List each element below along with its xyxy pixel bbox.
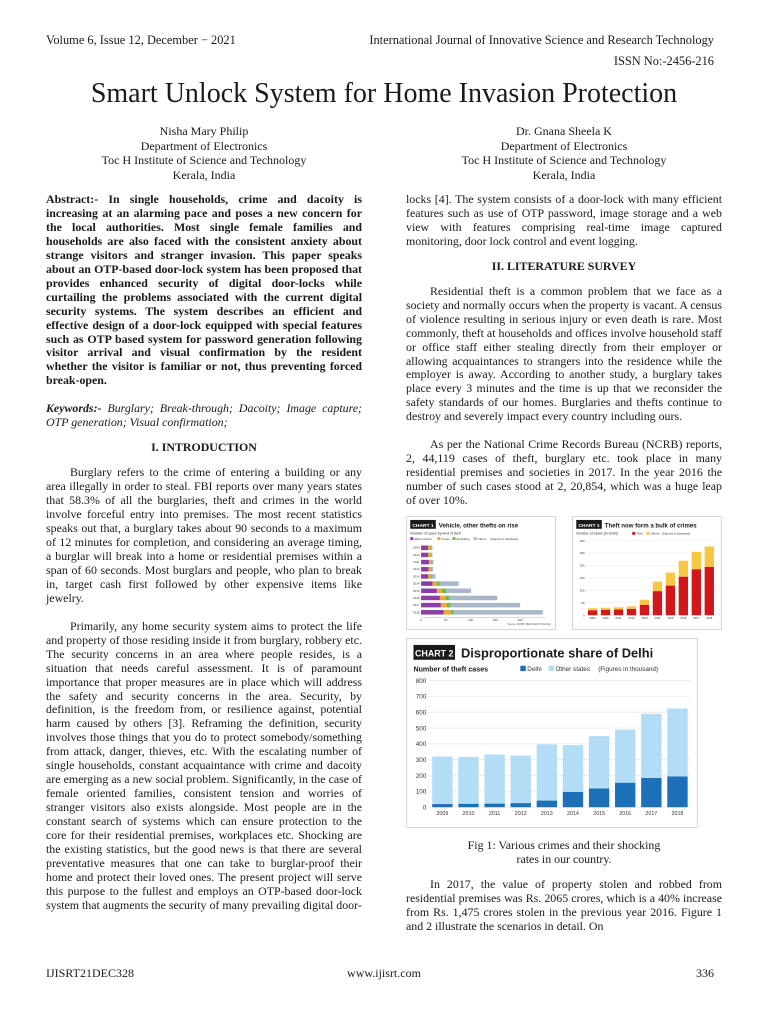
footer-page-number: 336	[696, 966, 714, 980]
section-heading-literature-survey: II. LITERATURE SURVEY	[491, 258, 637, 273]
chart-vehicle-thefts	[406, 516, 556, 630]
chart-subtitle: Number of theft cases	[413, 665, 489, 674]
bar-others	[431, 567, 432, 572]
bar-delhi	[458, 804, 478, 807]
paper-title: Smart Unlock System for Home Invasion Protection	[90, 78, 678, 109]
category-label: 2012	[413, 567, 420, 572]
chart-title: Vehicle, other thefts on rise	[438, 522, 519, 530]
bar-others	[432, 560, 433, 565]
bar-other-states	[667, 708, 687, 776]
x-tick-label: 2014	[567, 811, 579, 818]
x-tick-label: 50	[444, 618, 448, 623]
y-tick-label: 200	[579, 563, 585, 568]
bar-motor-vehicle	[421, 546, 428, 551]
legend-label: (Figures in thousand)	[598, 666, 659, 674]
legend-swatch	[632, 532, 635, 535]
bar-others	[588, 608, 597, 610]
y-tick-label: 250	[579, 551, 585, 556]
bar-theft	[640, 605, 649, 615]
chart-title: Disproportionate share of Delhi	[460, 645, 654, 661]
y-tick-label: 100	[415, 788, 427, 796]
chart-badge: CHART 1	[412, 523, 434, 529]
legend-label: Others	[650, 531, 660, 536]
bar-house	[428, 546, 430, 551]
legend-label: (Figures in thousand)	[490, 537, 519, 542]
bar-delhi	[667, 777, 687, 808]
bar-others	[431, 553, 432, 558]
chart-subtitle: Number of cases by kind of theft	[410, 531, 461, 536]
category-label: 2016	[413, 595, 420, 600]
y-tick-label: 700	[415, 693, 427, 701]
bar-snatching	[442, 589, 446, 594]
x-tick-label: 2012	[514, 811, 527, 818]
legend-swatch	[549, 666, 554, 671]
x-tick-label: 2016	[680, 617, 687, 621]
bar-motor-vehicle	[421, 581, 432, 586]
bar-other-states	[432, 757, 452, 804]
x-tick-label: 2010	[462, 811, 475, 818]
y-tick-label: 0	[422, 804, 427, 812]
y-tick-label: 200	[415, 772, 427, 780]
legend-swatch	[437, 537, 440, 540]
bar-theft	[627, 609, 636, 615]
running-header-issn: ISSN No:-2456-216	[613, 54, 714, 68]
caption-line-2: rates in our country.	[516, 852, 612, 867]
bar-delhi	[432, 804, 452, 807]
author-name: Nisha Mary Philip	[159, 124, 249, 138]
bar-others	[440, 581, 459, 586]
bar-motor-vehicle	[421, 589, 437, 594]
x-tick-label: 2013	[540, 811, 553, 818]
x-tick-label: 100	[468, 618, 474, 623]
legend-swatch	[410, 537, 413, 540]
legend-swatch	[647, 532, 650, 535]
bar-house	[437, 589, 442, 594]
category-label: 2009	[413, 545, 420, 550]
legend-label: Delhi	[527, 666, 542, 674]
bar-house	[432, 581, 436, 586]
bar-house	[441, 603, 447, 608]
bar-motor-vehicle	[421, 610, 444, 615]
legend-label: Theft	[636, 531, 643, 536]
x-tick-label: 2011	[615, 617, 622, 621]
keywords-label: Keywords:-	[46, 401, 102, 416]
bar-motor-vehicle	[421, 596, 440, 601]
bar-others	[666, 573, 675, 586]
bar-house	[440, 596, 445, 601]
chart-badge: CHART 1	[578, 523, 600, 529]
bar-motor-vehicle	[421, 560, 429, 565]
bar-theft	[666, 586, 675, 616]
author-institution: Toc H Institute of Science and Technology	[101, 153, 307, 167]
y-tick-label: 300	[415, 757, 427, 765]
y-tick-label: 150	[579, 576, 585, 581]
chart-delhi-share	[406, 638, 698, 828]
section-heading-introduction: I. INTRODUCTION	[151, 440, 257, 455]
author-dept: Department of Electronics	[140, 138, 268, 153]
bar-others	[451, 603, 520, 608]
bar-delhi	[615, 783, 635, 808]
property-paragraph: In 2017, the value of property stolen and robbed from residential premises was Rs. 2065 crores, which is a 40% increase from Rs. 1,475 crores stolen in the previous year 2016. Figure 1 and 2 illustrate the scenarios in detail. On	[406, 877, 722, 933]
x-tick-label: 150	[492, 618, 498, 623]
bar-house	[428, 567, 430, 572]
bar-others	[431, 574, 435, 579]
category-label: 2018	[413, 610, 420, 615]
literature-paragraph-1: Residential theft is a common problem that we face as a society and normally occurs when the property is vacant. A census of violence resulting in serious injury or even death is rare. Most commonly, theft at households and offices involve household staff or office staff either stealing directly from their employer or allowing acquaintances to strangers into the residence while the employer is away. According to another study, a burglary takes place every 3 minutes and the time is up that we reconsider the safety standards of our homes. Burglaries and thefts continue to destroy and severely impact every country including ours.	[406, 283, 723, 424]
y-tick-label: 0	[582, 613, 585, 618]
chart-subtitle: Number of cases (in Delhi)	[576, 531, 618, 536]
bar-others	[614, 607, 623, 609]
x-tick-label: 2018	[671, 811, 684, 818]
bar-other-states	[484, 755, 504, 804]
bar-theft	[653, 591, 662, 615]
x-tick-label: 2013	[641, 617, 648, 621]
running-header-journal: International Journal of Innovative Science and Research Technology	[369, 33, 714, 47]
bar-delhi	[484, 804, 504, 808]
y-tick-label: 50	[581, 601, 585, 606]
author-block-2	[424, 124, 704, 182]
bar-snatching	[436, 581, 439, 586]
bar-theft	[679, 577, 688, 616]
legend-label: Others	[477, 537, 487, 542]
bar-other-states	[563, 745, 583, 792]
keywords-text: Burglary; Break-through; Dacoity; Image capture; OTP generation; Visual confirmation;	[46, 401, 362, 430]
bar-delhi	[537, 801, 557, 808]
x-tick-label: 2011	[488, 811, 501, 818]
y-tick-label: 400	[415, 741, 427, 749]
chart-badge: CHART 2	[414, 648, 454, 659]
bar-snatching	[445, 596, 449, 601]
literature-paragraph-2: As per the National Crime Records Bureau (NCRB) reports, 2, 44,119 cases of theft, burglary etc. took place in many residential premises and societies in 2017. In the year 2016 the number of such cases stood at 2, 20,854, which was a huge leap of over 10%.	[406, 437, 722, 508]
legend-label: Motor vehicle	[414, 537, 432, 542]
legend-label: (Figures in thousand)	[662, 531, 690, 536]
x-tick-label: 2015	[593, 811, 606, 818]
legend-swatch	[453, 537, 456, 540]
author-place: Kerala, India	[172, 167, 236, 182]
bar-snatching	[451, 610, 454, 615]
intro-paragraph-2: Primarily, any home security system aims to protect the life and property of those residing inside it from burglary, robbery etc. The security concerns in an area where people resides, is a situation that needs careful assessment. It is of paramount importance that proper measures are in place which will address the safety and security concerns in the area. Security, by definition, is the freedom from, or resilience against, potential harm caused by others [3]. Reframing the definition, security involves those things that you do to protect somebody/something from attack, danger, thieves, etc. With the escalating number of single households, constant acquaintance with crime and dacoity are emerging as a new social problem. Significantly, in the case of female oriented families, consistent tension and worries of stranger visitors also exists alongside. Most people are in the constant search of systems which can ensure protection to the core for their residential premises, workplaces etc. Shocking are the existing statistics, but the good news is that there are several preventative measures that one can take to burglar-proof their home and protect their loved ones. The present project will serve this purpose to the fullest and employs an OTP-based door-lock system that augments the security of many prevailing digital door-	[46, 618, 362, 912]
bar-other-states	[537, 744, 557, 800]
chart-source: Source: NCRB (NEW DELHI POLICE)	[507, 623, 551, 627]
y-tick-label: 600	[415, 709, 427, 717]
bar-other-states	[511, 756, 531, 803]
bar-motor-vehicle	[421, 603, 441, 608]
bar-others	[454, 610, 543, 615]
figure-caption	[406, 838, 722, 866]
x-tick-label: 2017	[693, 617, 700, 621]
right-column	[406, 193, 722, 934]
category-label: 2014	[413, 581, 420, 586]
y-tick-label: 800	[415, 677, 427, 685]
chart-title: Theft now form a bulk of crimes	[604, 522, 697, 530]
bar-theft	[601, 610, 610, 615]
bar-others	[705, 547, 714, 567]
author-dept: Department of Electronics	[500, 138, 628, 153]
legend-swatch	[474, 537, 477, 540]
bar-house	[444, 610, 451, 615]
legend-label: Other states	[555, 666, 590, 674]
bar-theft	[614, 610, 623, 616]
bar-others	[640, 600, 649, 605]
y-tick-label: 100	[579, 588, 585, 593]
y-tick-label: 500	[415, 725, 427, 733]
author-institution: Toc H Institute of Science and Technology	[461, 153, 667, 167]
author-place: Kerala, India	[532, 167, 596, 182]
intro-paragraph-continued: locks [4]. The system consists of a door-lock with many efficient features such as use of OTP password, image storage and a web view with features comprising real-time image captured monitoring, door lock control and event logging.	[406, 192, 722, 248]
bar-others	[627, 606, 636, 608]
figure-1	[406, 516, 722, 866]
chart-theft-bulk	[572, 516, 722, 630]
bar-others	[601, 608, 610, 610]
x-tick-label: 2009	[436, 811, 449, 818]
bar-others	[450, 596, 498, 601]
bar-delhi	[641, 778, 661, 807]
bar-snatching	[430, 574, 431, 579]
x-tick-label: 2014	[654, 617, 661, 621]
bar-house	[429, 560, 431, 565]
bar-house	[428, 574, 430, 579]
y-tick-label: 300	[579, 538, 585, 543]
author-name: Dr. Gnana Sheela K	[516, 124, 612, 138]
bar-delhi	[589, 788, 609, 807]
bar-other-states	[589, 736, 609, 788]
category-label: 2010	[413, 552, 420, 557]
footer-url[interactable]: www.ijisrt.com	[347, 966, 421, 980]
bar-theft	[692, 569, 701, 615]
x-tick-label: 2016	[619, 811, 632, 818]
left-column	[46, 193, 362, 913]
footer-paper-id: IJISRT21DEC328	[46, 966, 134, 980]
bar-delhi	[511, 803, 531, 807]
bar-snatching	[447, 603, 451, 608]
bar-theft	[588, 610, 597, 615]
x-tick-label: 2010	[602, 617, 609, 621]
bar-other-states	[458, 757, 478, 804]
legend-swatch	[520, 666, 525, 671]
x-tick-label: 2012	[628, 617, 635, 621]
abstract: Abstract:- In single households, crime and dacoity is increasing at an alarming pace and poses a new concern for the local authorities. Most single female families and households are also faced with the consistent anxiety about strange visitors and stranger invasion. This paper speaks about an OTP-based door-lock system has been proposed that provides enhanced security of digital door-locks while curtailing the problems associated with the current digital security systems. The system describes an efficient and effective design of a door-lock equipped with special features such as OTP based system for password generation following visitor arrival and visual confirmation by the resident whether the visitor is familiar or not, thus preventing forced break-open.	[46, 192, 362, 388]
x-tick-label: 2015	[667, 617, 674, 621]
bar-other-states	[615, 730, 635, 783]
bar-motor-vehicle	[421, 574, 428, 579]
running-header-volume: Volume 6, Issue 12, December − 2021	[46, 33, 236, 47]
caption-line-1: Fig 1: Various crimes and their shocking	[467, 838, 661, 853]
bar-other-states	[641, 714, 661, 778]
bar-delhi	[563, 792, 583, 807]
bar-motor-vehicle	[421, 567, 428, 572]
x-tick-label: 2018	[706, 617, 713, 621]
bar-others	[679, 561, 688, 577]
category-label: 2015	[413, 588, 420, 593]
bar-others	[653, 582, 662, 591]
category-label: 2017	[413, 603, 420, 608]
author-block-1	[64, 124, 344, 182]
x-tick-label: 2009	[589, 617, 596, 621]
legend-label: House	[441, 537, 450, 542]
keywords	[46, 402, 362, 430]
bar-others	[446, 589, 471, 594]
x-tick-label: 2017	[645, 811, 658, 818]
bar-house	[428, 553, 430, 558]
x-tick-label: 0	[420, 618, 422, 623]
category-label: 2011	[413, 560, 420, 565]
bar-others	[431, 546, 432, 551]
bar-theft	[705, 567, 714, 615]
intro-paragraph-1: Burglary refers to the crime of entering a building or any area illegally in order to steal. FBI reports over many years states that 58.3% of all the burglaries, theft and crimes in the world involve forceful entry into premises. The most recent statistics speaks out that, a burglary takes about 90 seconds to a maximum of 12 minutes for completion, and considering an average timing, a burglar will break into a home or residential premises within a span of 60 seconds. Most burglars and people, who plan to break in, target cash first followed by other expensive items like jewelry.	[46, 465, 362, 605]
bar-others	[692, 552, 701, 569]
category-label: 2013	[413, 574, 420, 579]
bar-motor-vehicle	[421, 553, 428, 558]
legend-label: Snatching	[456, 537, 470, 542]
x-tick-label: 200	[517, 618, 523, 623]
